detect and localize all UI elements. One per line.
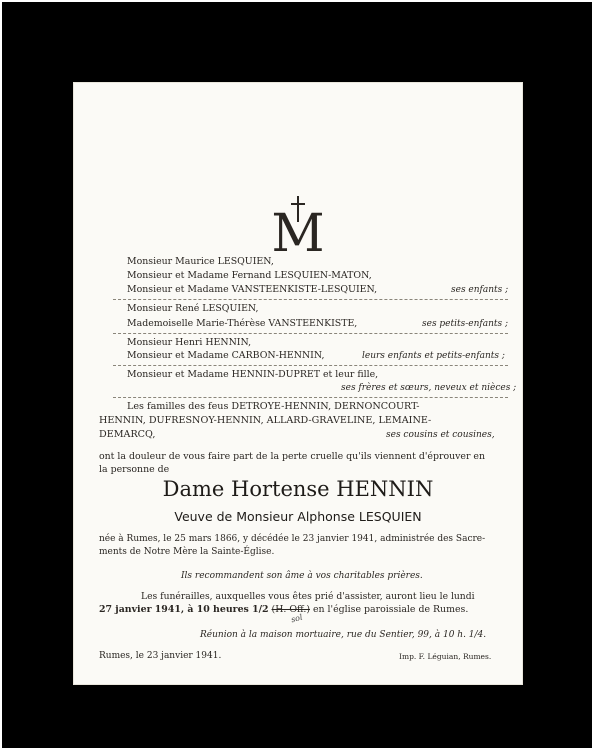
details-line: ments de Notre Mère la Sainte-Église. [99,547,275,557]
relation-label: ses frères et sœurs, neveux et nièces ; [341,383,517,393]
announcement-line: ont la douleur de vous faire part de la perte cruelle qu'ils viennent d'éprouver en [99,451,486,462]
struck-text: (H. Off.) [271,604,310,615]
handwritten-note: sol [290,612,304,625]
family-line: Monsieur Henri HENNIN, [127,337,252,348]
prayer-line: Ils recommandent son âme à vos charitables prières. [181,571,423,581]
relation-label: ses enfants ; [451,285,509,295]
printer-credit: Imp. F. Léguian, Rumes. [399,652,492,661]
funeral-line: Les funérailles, auxquelles vous êtes prié d'assister, auront lieu le lundi [141,591,475,602]
relation-label: leurs enfants et petits-enfants ; [362,351,505,361]
dashed-separator [113,333,508,334]
family-line: Monsieur et Madame CARBON-HENNIN, [127,350,325,361]
dashed-separator [113,397,508,398]
family-line: Monsieur René LESQUIEN, [127,303,259,314]
relation-label: ses petits-enfants ; [422,319,509,329]
place-date: Rumes, le 23 janvier 1941. [99,651,222,661]
families-line: Les familles des feus DETROYE-HENNIN, DERNONCOURT- [127,401,420,412]
memorial-card [73,82,523,685]
relation-label: ses cousins et cousines, [386,430,495,440]
funeral-date: 27 janvier 1941, à 10 heures 1/2 [99,604,269,615]
dashed-separator [113,365,508,366]
details-line: née à Rumes, le 25 mars 1866, y décédée le 23 janvier 1941, administrée des Sacre- [99,534,486,544]
family-line: Monsieur et Madame Fernand LESQUIEN-MATON, [127,270,372,281]
families-line: HENNIN, DUFRESNOY-HENNIN, ALLARD-GRAVELINE, LEMAINE- [99,415,432,426]
family-line: Monsieur et Madame HENNIN-DUPRET et leur fille, [127,369,379,380]
families-line: DEMARCQ, [99,429,156,440]
funeral-place: en l'église paroissiale de Rumes. [312,604,469,615]
family-line: Monsieur et Madame VANSTEENKISTE-LESQUIEN, [127,284,378,295]
monogram-letter: M [271,204,325,264]
deceased-subtitle: Veuve de Monsieur Alphonse LESQUIEN [174,509,422,524]
family-line: Mademoiselle Marie-Thérèse VANSTEENKISTE, [127,318,358,329]
funeral-line-2 [99,604,468,616]
family-line: Monsieur Maurice LESQUIEN, [127,256,274,267]
dashed-separator [113,299,508,300]
reunion-line: Réunion à la maison mortuaire, rue du Sentier, 99, à 10 h. 1/4. [200,630,487,640]
deceased-name: Dame Hortense HENNIN [162,477,434,501]
announcement-line: la personne de [99,464,170,475]
